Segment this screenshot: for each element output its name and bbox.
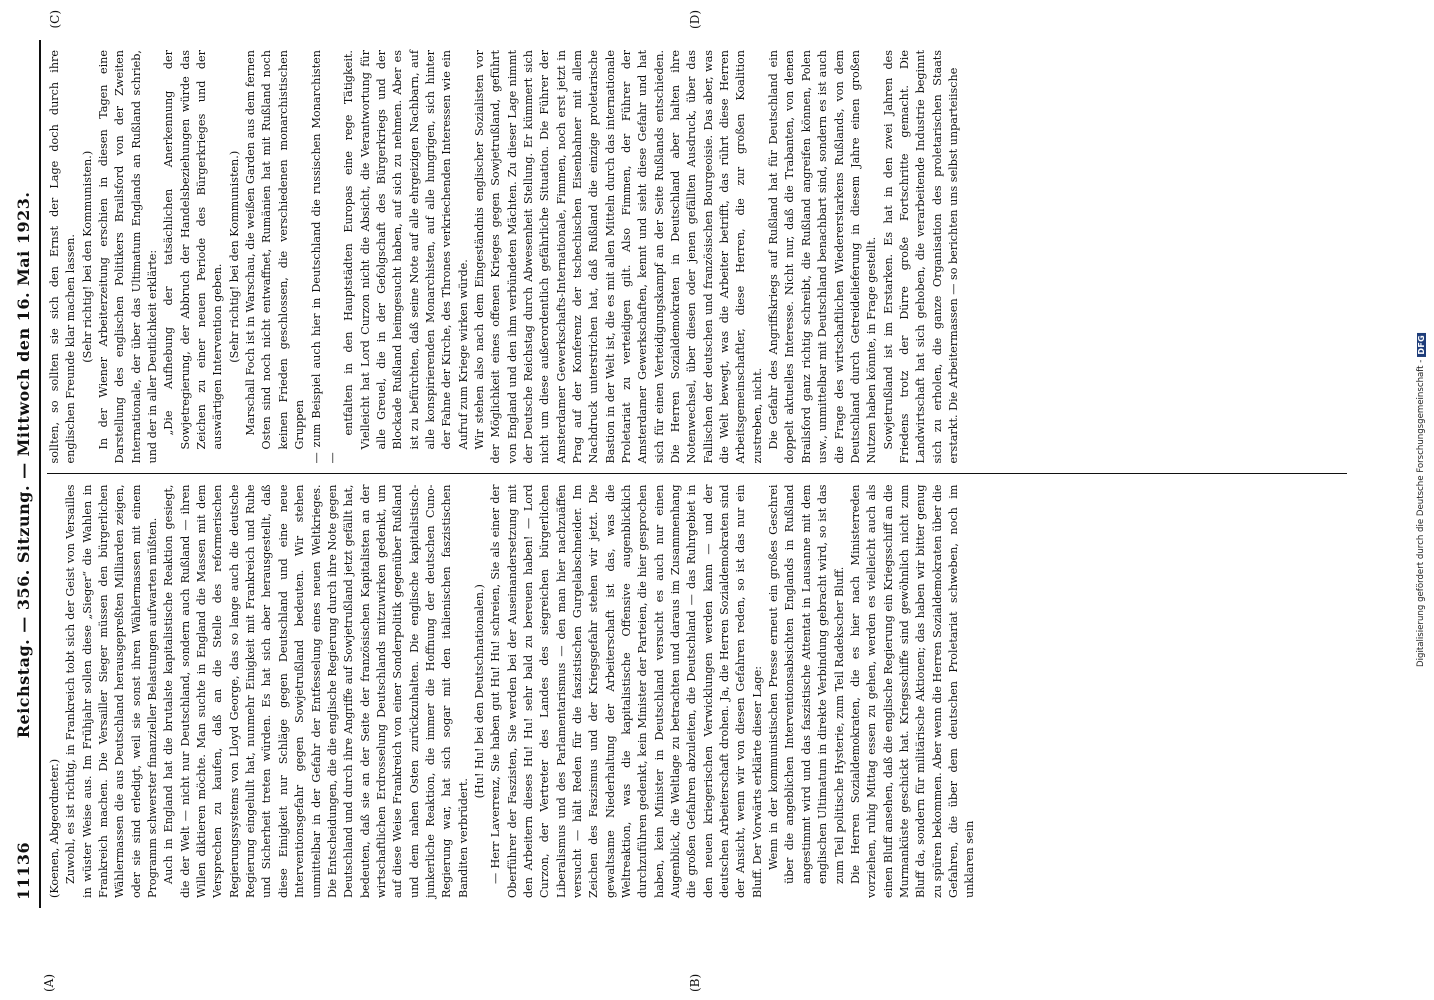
dfg-logo: DFG — [1416, 335, 1426, 355]
interjection: — zum Beispiel auch hier in Deutschland die russischen Monarchisten — — [309, 50, 339, 464]
quotation: Marschall Foch ist in Warschau, die weißen Garden aus dem fernen Osten sind noch nicht entwaffnet, Rumänien hat mit Rußland noch keinen Frieden geschlossen, die verschiedenen monarchistischen Gruppen — [244, 50, 307, 450]
paragraph: In der Wiener Arbeiterzeitung erschien in diesen Tagen eine Darstellung des englischen Politikers Brailsford von der Zweiten Internationale, der über das Ultimatum Englands an Rußland schrieb, und der in aller Deutlichkeit erklärte: — [97, 50, 160, 464]
page-number: 11136 — [14, 841, 33, 900]
session-title: Reichstag. — 356. Sitzung. — Mittwoch den 16. Mai 1923. — [14, 191, 33, 739]
interjection: (Hu! Hu! bei den Deutschnationalen.) — [472, 584, 486, 799]
margin-marker-b: (B) — [688, 973, 702, 992]
margin-marker-c: (C) — [48, 10, 62, 29]
text-columns — [42, 10, 1347, 992]
quotation: entfalten in den Hauptstädten Europas eine rege Tätigkeit. Vielleicht hat Lord Curzon nicht die Absicht, die Verantwortung für alle Greuel, die in der Gefolgschaft des Bürgerkriegs und der Blockade Rußland heimgesucht haben, auf sich zu nehmen. Aber es ist zu befürchten, daß seine Note auf alle ehrgeizigen Nachbarn, auf alle konspirierenden Monarchisten, auf alle hungrigen, sich hinter der Fahne der Kirche, des Thrones verkriechenden Interessen wie ein Aufruf zum Kriege wirken würde. — [342, 50, 470, 450]
margin-marker-a: (A) — [42, 973, 56, 992]
paragraph: sollten, so sollten sie sich den Ernst der Lage doch durch ihre englischen Freunde klar machen lassen. — [48, 50, 78, 464]
right-column — [47, 10, 1347, 474]
left-column — [42, 474, 1347, 992]
speaker-line: (Koenen, Abgeordneter.) — [48, 758, 61, 898]
paragraph: Zuwohl, es ist richtig, in Frankreich tobt sich der Geist von Versailles in wüster Weise aus. Im Frühjahr sollen diese „Sieger“ die Wahlen in Frankreich machen. Die Versailler Sieger müssen den bürgerlichen Wählermassen die aus Deutschland herausgepreßten Milliarden zeigen, oder sie sind erledigt, weil sie sonst ihren Wählermassen mit einem Programm schwerster finanzieller Belastungen aufwarten müßten. — [64, 484, 160, 898]
interjection: (Sehr richtig! bei den Kommunisten.) — [227, 150, 241, 363]
paragraph: Die Gefahr des Angriffskriegs auf Rußland hat für Deutschland ein doppelt aktuelles Interesse. Nicht nur, daß die Trabanten, von denen Brailsford ganz richtig schreibt, die Rußland angreifen können, Polen usw., unmittelbar mit Deutschland benachbart sind, sondern es ist auch die Frage des wirtschaftlichen Wiedererstarkens Rußlands, von dem Deutschland durch Getreidelieferung in diesem Jahre einen großen Nutzen haben könnte, in Frage gestellt. — [767, 50, 879, 464]
margin-marker-d: (D) — [688, 10, 702, 29]
quotation: Wenn in der kommunistischen Presse erneut ein großes Geschrei über die angeblichen Interventionsabsichten Englands in Rußland angestimmt wird und das faszistische Attentat in Lausanne mit dem englischen Ultimatum in direkte Verbindung gebracht wird, so ist das zum Teil politische Hysterie, zum Teil Radekscher Bluff. — [767, 484, 846, 884]
digitization-note: Digitalisierung gefördert durch die Deutsche Forschungsgemeinschaft - — [1416, 359, 1426, 667]
quotation: „Die Aufhebung der tatsächlichen Anerkennung der Sowjetregierung, der Abbruch der Handelsbeziehungen würde das Zeichen zu einer neuen Periode des Bürgerkrieges und der auswärtigen Intervention geben. — [162, 50, 225, 450]
paragraph: — Herr Laverrenz, Sie haben gut Hu! Hu! schreien, Sie als einer der Oberführer der Faszisten, Sie werden bei der Auseinandersetzung mit den Arbeitern dieses Hu! Hu! sehr bald zu bereuen haben! — Lord Curzon, der Vertreter des Landes des siegreichen bürgerlichen Liberalismus und des Parlamentarismus — den man hier nachzuäffen versucht — hält Reden für die faszistischen Gurgelabschneider. Im Zeichen des Faszismus und der Kriegsgefahr stehen wir jetzt. Die gewaltsame Niederhaltung der Arbeiterschaft ist das, was die Weltreaktion, was die kapitalistische Offensive augenblicklich durchzuführen gedenkt, kein Minister der Parteien, die hier gesprochen haben, kein Minister in Deutschland versucht es auch nur einen Augenblick, die Weltlage zu betrachten und daraus im Zusammenhang die großen Gefahren abzuleiten, die Deutschland — das Ruhrgebiet in den neuen kriegerischen Verwicklungen werden kann — und der deutschen Arbeiterschaft drohen. Ja, die Herren Sozialdemokraten sind der Ansicht, wenn wir von diesen Gefahren reden, so ist das nur ein Bluff. Der Vorwärts erklärte dieser Lage: — [489, 484, 764, 898]
page-header — [14, 40, 41, 908]
paragraph: Auch in England hat die brutalste kapitalistische Reaktion gesiegt, die der Welt — nicht nur Deutschland, sondern auch Rußland — ihren Willen diktieren möchte. Man suchte in England die Massen mit dem Versprechen zu kaufen, daß an die Stelle des reformerischen Regierungssystems von Lloyd George, das so lange auch die deutsche Regierung eingelullt hat, nunmehr Einigkeit mit Frankreich und Ruhe und Sicherheit treten würden. Es hat sich aber herausgestellt, daß diese Einigkeit nur Schläge gegen Deutschland und eine neue Interventionsgefahr gegen Sowjetrußland bedeuten. Wir stehen unmittelbar in der Gefahr der Entfesselung eines neuen Weltkrieges. Die Entscheidungen, die die englische Regierung durch ihre Note gegen Deutschland und durch ihre Angriffe auf Sowjetrußland jetzt gefällt hat, bedeuten, daß sie an der Seite der französischen Kapitalisten an der wirtschaftlichen Erdrosselung Deutschlands mitzuwirken gedenkt, um auf diese Weise Frankreich von einer Sonderpolitik gegenüber Rußland und dem nahen Osten zurückzuhalten. Die englische kapitalistisch-junkerliche Reaktion, die immer die Hoffnung der deutschen Cuno-Regierung war, hat sich sogar mit den italienischen faszistischen Banditen verbrüdert. — [162, 484, 470, 898]
paragraph: Wir stehen also nach dem Eingeständnis englischer Sozialisten vor der Möglichkeit eines offenen Krieges gegen Sowjetrußland, geführt von England und den ihm verbündeten Mächten. Zu dieser Lage nimmt der Deutsche Reichstag durch Abwesenheit Stellung. Er kümmert sich nicht um diese außerordentlich gefährliche Situation. Die Führer der Amsterdamer Gewerkschafts-Internationale, Fimmen, noch erst jetzt in Prag auf der Konferenz der tschechischen Eisenbahner mit allem Nachdruck unterstrichen hat, daß Rußland die einzige proletarische Bastion in der Welt ist, die es mit allen Mitteln durch das internationale Proletariat zu verteidigen gilt. Also Fimmen, der Führer der Amsterdamer Gewerkschaften, kennt und sieht diese Gefahr und hat sich für einen Verteidigungskampf an der Seite Rußlands entschieden. Die Herren Sozialdemokraten in Deutschland aber halten ihre Notenwechsel, über diesen oder jenen gefällten Ausdruck, über das Fallischen der deutschen und französischen Bourgeoisie. Das aber, was die Welt bewegt, was die Arbeiter betrifft, das rührt diese Herren Arbeitsgemeinschaftler, diese Herren, die zur großen Koalition zustreben, nicht. — [472, 50, 764, 464]
interjection: (Sehr richtig! bei den Kommunisten.) — [80, 150, 94, 363]
paragraph: Sowjetrußland ist im Erstarken. Es hat in den zwei Jahren des Friedens trotz der Dürre große Fortschritte gemacht. Die Landwirtschaft hat sich gehoben, die verarbeitende Industrie beginnt sich zu erholen, die ganze Organisation des proletarischen Staats erstarkt. Die Arbeitermassen — so berichten uns selbst unparteiische — [881, 50, 960, 464]
paragraph: Die Herren Sozialdemokraten, die es hier nach Ministerreden vorziehen, ruhig Mittag essen zu gehen, werden es vielleicht auch als einen Bluff ansehen, daß die englische Regierung ein Kriegsschiff an die Murmanküste geschickt hat. Kriegsschiffe sind gewöhnlich nicht zum Bluff da, sondern für militärische Aktionen; das haben wir bitter genug zu spüren bekommen. Aber wenn die Herren Sozialdemokraten über die Gefahren, die über dem deutschen Proletariat schweben, noch im unklaren sein — [848, 484, 977, 898]
digitization-sidenote — [1410, 6, 1432, 994]
